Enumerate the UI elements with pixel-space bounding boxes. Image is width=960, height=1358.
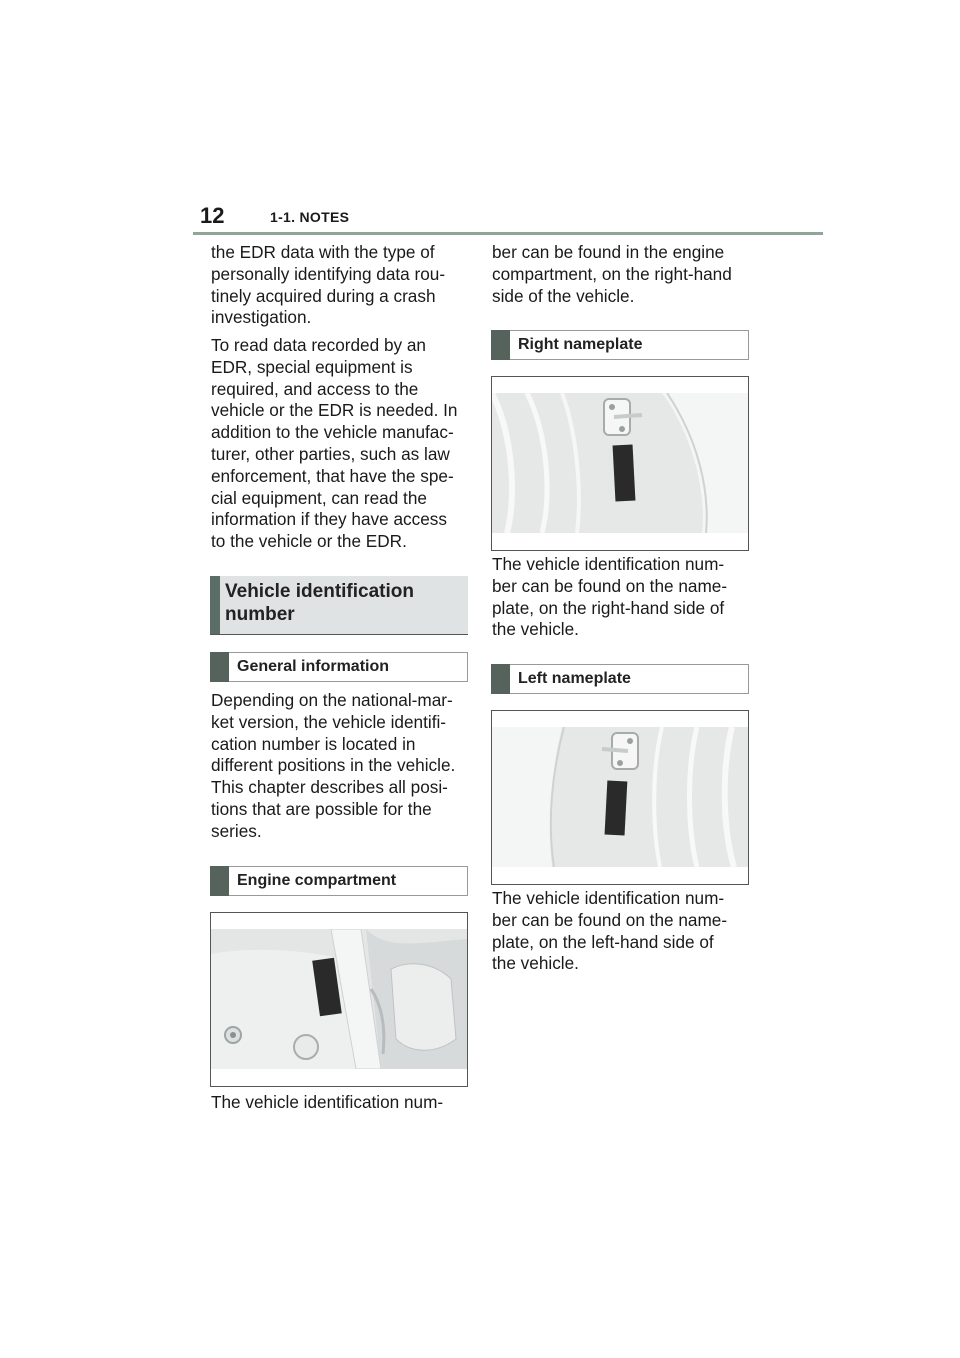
intro-paragraph: [211, 242, 445, 329]
text-line: to the vehicle or the EDR.: [211, 531, 407, 552]
text-line: different positions in the vehicle.: [211, 755, 456, 776]
text-line: The vehicle identification num-: [492, 888, 725, 908]
text-line: EDR, special equipment is: [211, 356, 413, 377]
text-line: information if they have access: [211, 509, 447, 530]
text-line: Depending on the national-mar-: [211, 690, 453, 710]
text-line: This chapter describes all posi-: [211, 777, 448, 798]
text-line: The vehicle identification num-: [492, 554, 725, 574]
text-line: ket version, the vehicle identifi-: [211, 711, 447, 732]
right-nameplate-figure: [491, 376, 749, 551]
text-line: To read data recorded by an: [211, 335, 426, 355]
section-accent-bar: [210, 576, 220, 634]
subheading-label: Right nameplate: [518, 336, 643, 353]
general-information-paragraph: [211, 690, 455, 843]
engine-caption: [211, 1092, 443, 1114]
subheading-accent-bar: [491, 664, 510, 694]
section-title-line-1: Vehicle identification: [225, 581, 414, 602]
text-line: the vehicle.: [492, 953, 579, 974]
subheading-accent-bar: [491, 330, 510, 360]
text-line: turer, other parties, such as law: [211, 443, 450, 464]
text-line: vehicle or the EDR is needed. In: [211, 400, 458, 421]
text-line: cial equipment, can read the: [211, 487, 427, 508]
text-line: tions that are possible for the: [211, 798, 432, 819]
text-line: plate, on the left-hand side of: [492, 931, 714, 952]
subheading-label: Left nameplate: [518, 670, 631, 687]
subheading-label: Engine compartment: [237, 872, 397, 889]
text-line: The vehicle identification num-: [211, 1092, 444, 1112]
text-line: side of the vehicle.: [492, 285, 635, 306]
text-line: ber can be found on the name-: [492, 909, 728, 930]
left-nameplate-figure: [491, 710, 749, 885]
section-heading-vin: [210, 576, 468, 635]
subheading-label: General information: [237, 658, 390, 675]
text-line: required, and access to the: [211, 378, 419, 399]
subheading-left-nameplate: [491, 664, 749, 694]
text-line: addition to the vehicle manufac-: [211, 422, 454, 443]
chapter-title: 1-1. NOTES: [270, 209, 350, 225]
text-line: personally identifying data rou-: [211, 263, 446, 284]
subheading-right-nameplate: [491, 330, 749, 360]
text-line: the vehicle.: [492, 619, 579, 640]
subheading-accent-bar: [210, 866, 229, 896]
engine-compartment-figure: [210, 912, 468, 1087]
subheading-engine-compartment: [210, 866, 468, 896]
engine-caption-continued: [492, 242, 732, 307]
text-line: cation number is located in: [211, 733, 416, 754]
text-line: ber can be found in the engine: [492, 242, 725, 262]
header-divider: [193, 232, 823, 235]
text-line: investigation.: [211, 307, 312, 328]
text-line: the EDR data with the type of: [211, 242, 435, 262]
subheading-general-information: [210, 652, 468, 682]
text-line: ber can be found on the name-: [492, 575, 728, 596]
page-number: 12: [200, 203, 225, 228]
text-line: compartment, on the right-hand: [492, 263, 732, 284]
right-nameplate-paragraph: [492, 554, 727, 641]
edr-access-paragraph: [211, 335, 458, 553]
text-line: plate, on the right-hand side of: [492, 597, 725, 618]
section-title-line-2: number: [225, 604, 295, 625]
text-line: enforcement, that have the spe-: [211, 465, 454, 486]
text-line: tinely acquired during a crash: [211, 285, 436, 306]
subheading-accent-bar: [210, 652, 229, 682]
left-nameplate-paragraph: [492, 888, 727, 975]
text-line: series.: [211, 820, 262, 841]
